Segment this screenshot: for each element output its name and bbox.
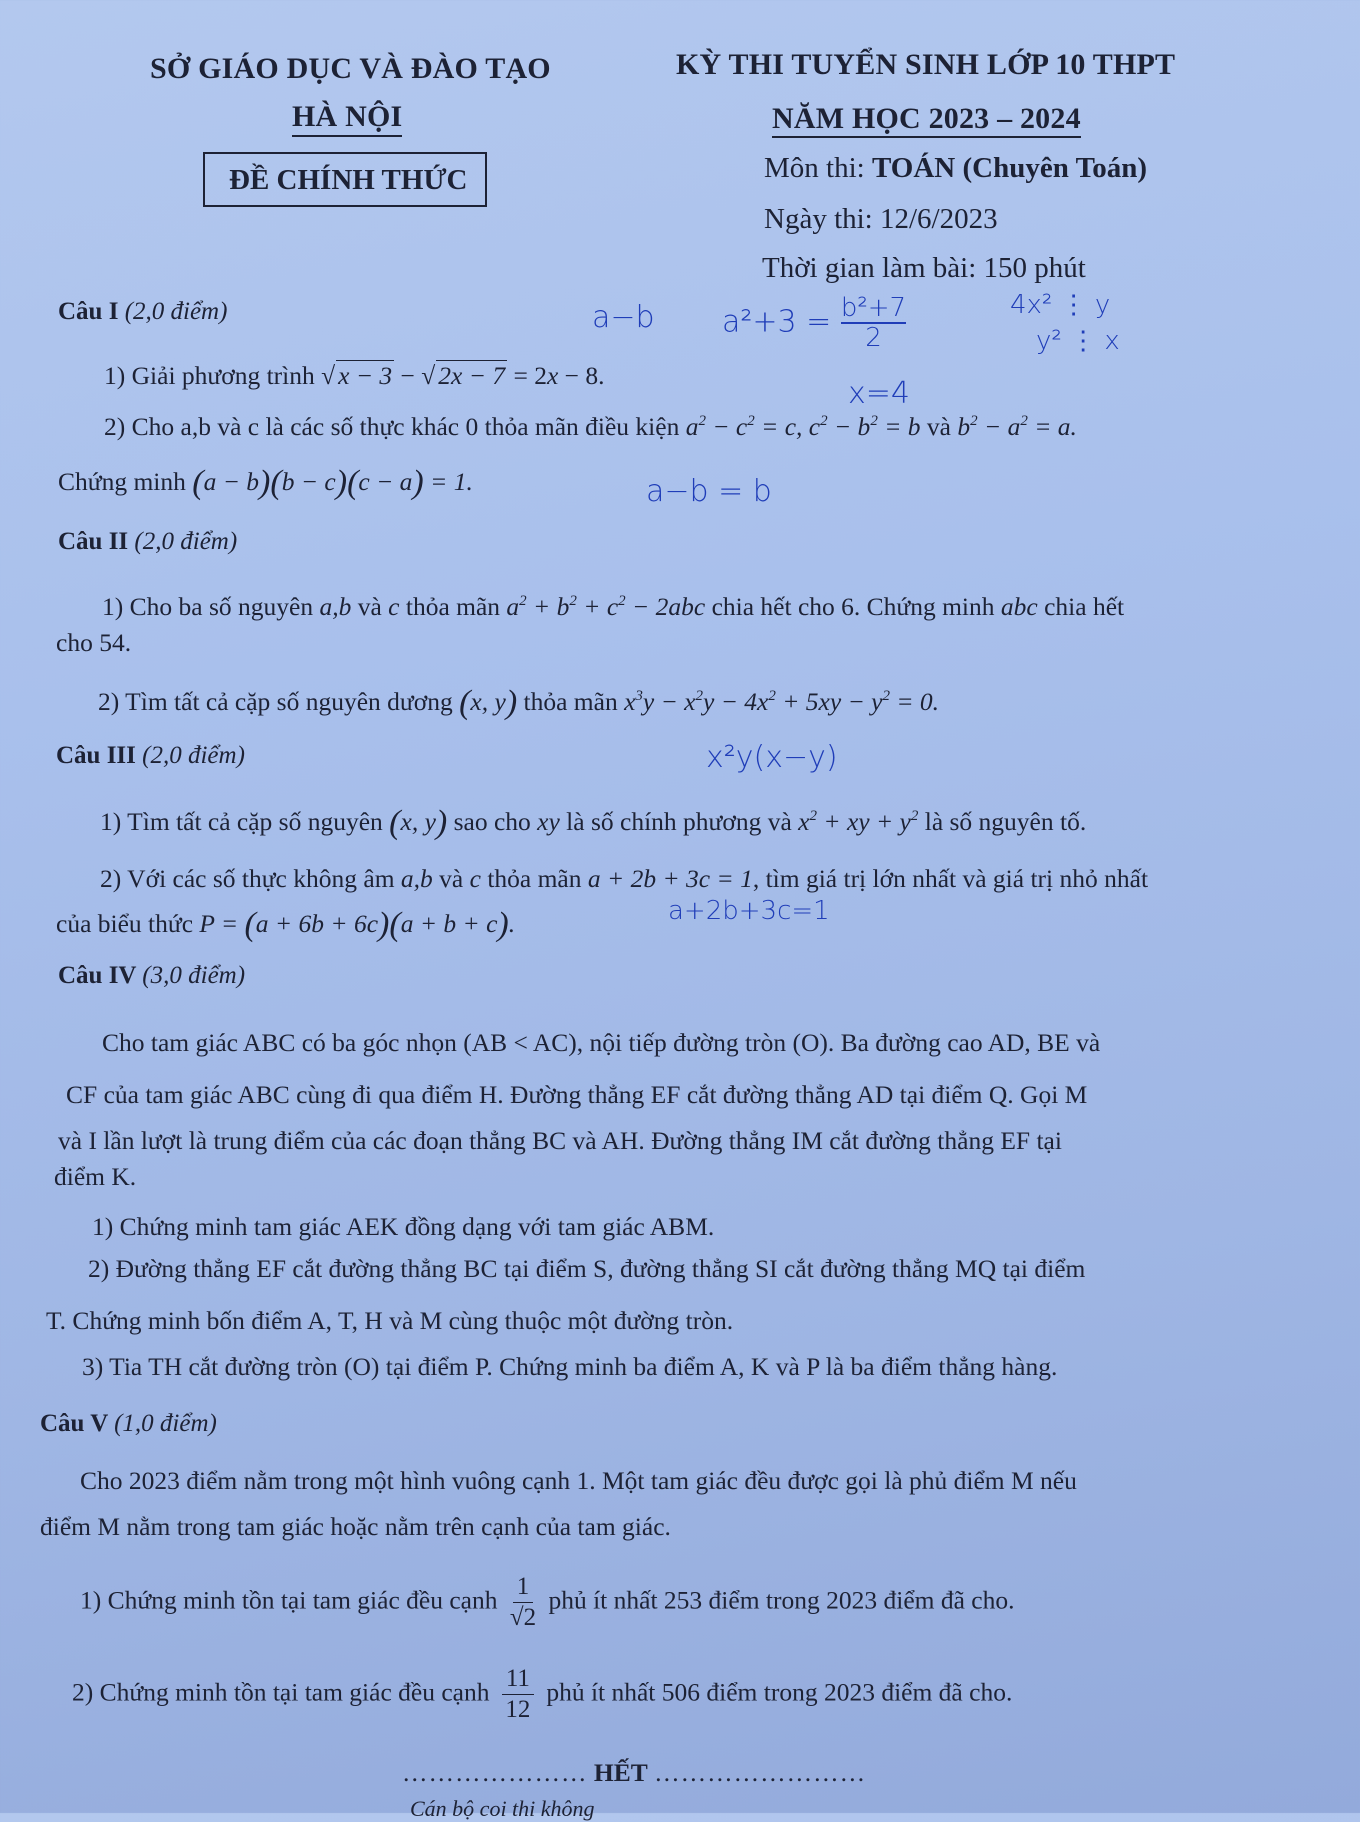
question-3-item-2-cont [56, 906, 515, 944]
equation-1: √ x − 3 − √ 2x − 7 = 2x − 8. [321, 361, 605, 390]
handwritten-note: x²y(x−y) [706, 740, 838, 775]
question-1-item-2 [104, 412, 1077, 442]
numerator: 1 [513, 1572, 534, 1603]
question-5-item-2 [72, 1664, 1012, 1725]
item-label: 1) [92, 1212, 114, 1241]
question-points: (2,0 điểm) [142, 742, 245, 769]
question-5-heading [40, 1410, 217, 1438]
item-text: Đường thẳng EF cắt đường thẳng BC tại điểm S, đường thẳng SI cắt đường thẳng MQ tại điểm [115, 1254, 1086, 1283]
denominator: 12 [505, 1696, 531, 1723]
item-text: Giải phương trình [131, 361, 315, 390]
item-text-after: phủ ít nhất 506 điểm trong 2023 điểm đã cho. [546, 1677, 1013, 1707]
item-label: 2) [72, 1677, 94, 1707]
question-3-item-1: 1) Tìm tất cả cặp số nguyên (x, y) sao cho xy là số chính phương và $x^2$ + xy + $y^2$ là số nguyên tố. [100, 804, 1087, 841]
item-label: 1) [80, 1585, 102, 1615]
exam-duration: Thời gian làm bài: 150 phút [762, 252, 1086, 284]
question-4-item-1 [92, 1212, 714, 1242]
handwritten-note: 4x² ⋮ y [1010, 290, 1111, 320]
equation-prove: (a − b)(b − c)(c − a) = 1. [192, 464, 473, 501]
question-title: Câu II [58, 528, 129, 555]
cont-text: của biểu thức [56, 909, 194, 938]
item-label: 1) [104, 361, 126, 390]
handwritten-note: a−b [592, 300, 655, 335]
end-label: HẾT [593, 1758, 648, 1787]
question-5-intro-line-1: Cho 2023 điểm nằm trong một hình vuông cạnh 1. Một tam giác đều được gọi là phủ điểm M nếu [80, 1466, 1077, 1495]
denominator: √2 [509, 1604, 537, 1631]
exam-title: KỲ THI TUYỂN SINH LỚP 10 THPT [676, 48, 1176, 81]
question-4-intro-line-1: Cho tam giác ABC có ba góc nhọn (AB < AC), nội tiếp đường tròn (O). Ba đường cao AD, BE và [102, 1028, 1101, 1057]
question-3-heading [56, 742, 245, 770]
exam-date: Ngày thi: 12/6/2023 [764, 203, 998, 235]
end-marker [402, 1758, 866, 1788]
question-points: (2,0 điểm) [124, 298, 228, 325]
question-4-heading [58, 962, 245, 990]
department-title: SỞ GIÁO DỤC VÀ ĐÀO TẠO [150, 52, 551, 85]
subject-value: TOÁN (Chuyên Toán) [871, 152, 1148, 184]
condition-3: $b^2 - a^2 = a$. [957, 412, 1077, 441]
handwritten-note: x=4 [848, 376, 910, 411]
city-title: HÀ NỘI [292, 100, 402, 137]
school-year-text: NĂM HỌC 2023 – 2024 [772, 102, 1081, 138]
numerator: 11 [502, 1664, 534, 1695]
question-1-heading [58, 298, 227, 326]
item-label: 2) [88, 1254, 110, 1283]
question-4-item-2-cont: T. Chứng minh bốn điểm A, T, H và M cùng thuộc một đường tròn. [46, 1306, 734, 1335]
question-2-item-1: 1) Cho ba số nguyên a,b và c thỏa mãn $a^2 + b^2 + c^2 - 2abc$ chia hết cho 6. Chứng minh abc chia hết [102, 592, 1125, 621]
fraction-side-2 [502, 1664, 534, 1725]
question-points: (3,0 điểm) [142, 962, 246, 989]
official-exam-badge: ĐỀ CHÍNH THỨC [203, 152, 487, 207]
question-3-item-2: 2) Với các số thực không âm a,b và c thỏa mãn a + 2b + 3c = 1, tìm giá trị lớn nhất và giá trị nhỏ nhất [100, 864, 1149, 893]
item-label: 2) [104, 412, 126, 441]
question-title: Câu V [40, 1410, 108, 1437]
item-text: Cho a,b và c là các số thực khác 0 thỏa mãn điều kiện [131, 412, 680, 441]
item-label: 3) [82, 1352, 104, 1381]
and-word: và [926, 412, 951, 441]
handwritten-note: y² ⋮ x [1036, 326, 1120, 356]
question-title: Câu III [56, 742, 136, 769]
question-5-item-1 [80, 1572, 1014, 1633]
question-title: Câu I [58, 298, 119, 325]
question-5-intro-line-2: điểm M nằm trong tam giác hoặc nằm trên cạnh của tam giác. [40, 1512, 671, 1541]
question-4-item-3 [82, 1352, 1057, 1382]
item-label: 1) [102, 592, 124, 621]
item-label: 1) [100, 807, 122, 836]
item-label: 2) [98, 687, 120, 716]
question-title: Câu IV [58, 962, 137, 989]
dots-right: …………………… [654, 1758, 867, 1787]
question-points: (2,0 điểm) [134, 528, 238, 555]
question-4-intro-line-3: và I lần lượt là trung điểm của các đoạn thẳng BC và AH. Đường thẳng IM cắt đường thẳng EF tại [58, 1126, 1062, 1155]
question-2-item-1-cont: cho 54. [56, 628, 132, 657]
handwritten-note: a²+3 = $\frac{\text{b²+7}}{2}$ [722, 293, 907, 353]
item-text: Chứng minh tồn tại tam giác đều cạnh [107, 1585, 498, 1615]
handwritten-note: a−b = b [646, 474, 772, 509]
dots-left: ………………… [402, 1758, 588, 1787]
subject-label: Môn thi: [764, 152, 865, 184]
equation-2: $x^3y - x^2y - 4x^2 + 5xy - y^2 = 0$. [624, 687, 940, 716]
expression-P: P = (a + 6b + 6c)(a + b + c). [199, 906, 516, 943]
question-points: (1,0 điểm) [114, 1410, 217, 1437]
proctor-note-partial: Cán bộ coi thi không [410, 1796, 595, 1821]
item-text: Chứng minh tồn tại tam giác đều cạnh [99, 1677, 490, 1707]
question-1-item-2-prove [58, 464, 473, 502]
question-1-item-1 [104, 360, 605, 391]
item-label: 2) [100, 864, 122, 893]
handwritten-note: a+2b+3c=1 [668, 896, 830, 926]
fraction-side-1 [510, 1572, 536, 1633]
question-2-item-2: 2) Tìm tất cả cặp số nguyên dương (x, y) thỏa mãn $x^3y - x^2y - 4x^2 + 5xy - y^2 = 0$. [98, 684, 940, 721]
item-text: Tia TH cắt đường tròn (O) tại điểm P. Chứng minh ba điểm A, K và P là ba điểm thẳng hàng. [109, 1352, 1058, 1381]
conditions: $a^2 - c^2 = c$, $c^2 - b^2 = b$ [685, 412, 921, 441]
prove-label: Chứng minh [58, 467, 186, 496]
subject-line [764, 152, 1147, 185]
question-4-intro-line-2: CF của tam giác ABC cùng đi qua điểm H. Đường thẳng EF cắt đường thẳng AD tại điểm Q. Gọi M [66, 1080, 1088, 1109]
question-2-heading [58, 528, 237, 556]
question-4-intro-line-4: điểm K. [54, 1162, 137, 1191]
question-4-item-2 [88, 1254, 1085, 1284]
item-text-after: phủ ít nhất 253 điểm trong 2023 điểm đã cho. [548, 1585, 1015, 1615]
item-text: Chứng minh tam giác AEK đồng dạng với tam giác ABM. [119, 1212, 715, 1241]
school-year [772, 102, 1081, 136]
